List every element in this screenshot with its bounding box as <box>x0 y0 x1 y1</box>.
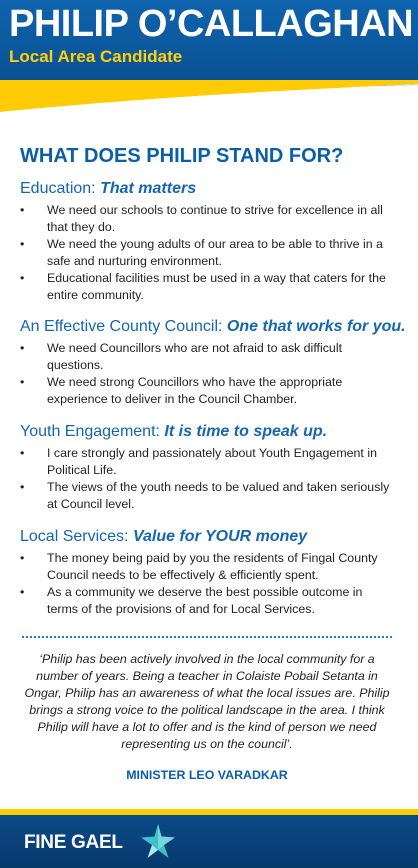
bullet-item: • Educational facilities must be used in a way that caters for the entire community. <box>20 270 392 304</box>
bullet-list <box>20 445 392 513</box>
bullet-item: • The views of the youth needs to be valued and taken seriously at Council level. <box>20 479 392 513</box>
section-local-services <box>20 526 392 618</box>
header-banner <box>0 0 418 86</box>
bullet-item: • We need the young adults of our area to be able to thrive in a safe and nurturing environment. <box>20 236 392 270</box>
bullet-item: • We need strong Councillors who have the appropriate experience to deliver in the Council Chamber. <box>20 374 392 408</box>
bullet-list <box>20 340 392 408</box>
section-title-emphasis: One that works for you. <box>226 318 406 335</box>
quote-author: MINISTER LEO VARADKAR <box>126 768 288 782</box>
section-education <box>20 178 392 304</box>
bullet-list <box>20 550 392 618</box>
candidate-name: PHILIP O’CALLAGHAN <box>9 3 414 45</box>
bullet-item: • The money being paid by you the residents of Fingal County Council needs to be effectively & efficiently spent. <box>20 550 392 584</box>
section-youth-engagement <box>20 421 392 513</box>
section-county-council <box>20 316 406 408</box>
candidate-subtitle: Local Area Candidate <box>9 47 183 66</box>
bullet-item: • I care strongly and passionately about Youth Engagement in Political Life. <box>20 445 392 479</box>
dotted-divider <box>22 636 392 638</box>
bullet-item: • As a community we deserve the best possible outcome in terms of the provisions of and for Local Services. <box>20 584 392 618</box>
section-title: Local Services: Value for YOUR money <box>20 528 308 545</box>
yellow-swoosh-decoration <box>0 80 418 112</box>
party-logo-text: FINE GAEL <box>24 832 123 853</box>
bullet-item: • We need our schools to continue to strive for excellence in all that they do. <box>20 202 392 236</box>
bullet-list <box>20 202 392 304</box>
footer-banner <box>0 815 418 868</box>
bullet-item: • We need Councillors who are not afraid to ask difficult questions. <box>20 340 392 374</box>
endorsement-quote: ‘Philip has been actively involved in the local community for a number of years. Being a teacher in Colaiste Pobail Setanta in Ongar, Philip has an awareness of what the local issues are. Philip brings a strong voice to the political landscape in the area. I think Philip will have a lot to offer and is the kind of person we need representing us on the council’. <box>24 652 390 751</box>
section-title-emphasis: That matters <box>100 180 197 197</box>
section-title: Youth Engagement: It is time to speak up. <box>20 423 328 440</box>
main-heading: WHAT DOES PHILIP STAND FOR? <box>20 145 344 167</box>
section-title: An Effective County Council: One that works for you. <box>20 318 406 335</box>
section-title: Education: That matters <box>20 180 197 197</box>
section-title-emphasis: It is time to speak up. <box>164 423 328 440</box>
section-title-emphasis: Value for YOUR money <box>132 528 308 545</box>
star-icon <box>140 823 176 859</box>
